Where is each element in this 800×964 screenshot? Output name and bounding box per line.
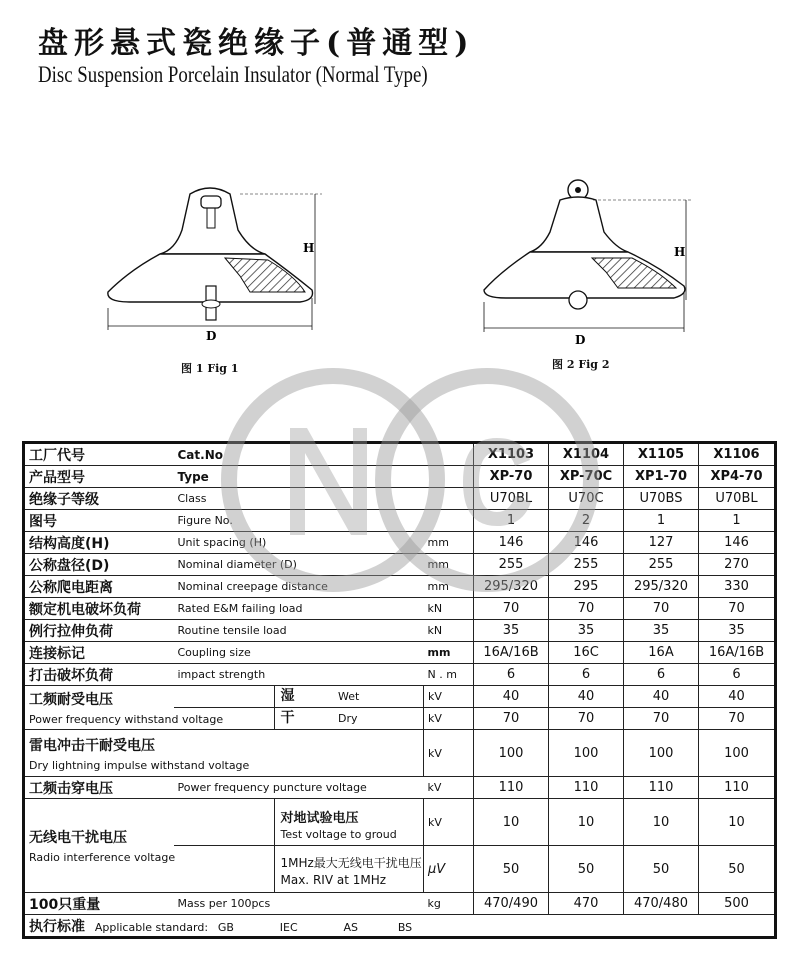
cell-value: 295 [549,576,624,598]
cell-value: 100 [474,730,549,777]
cell-value: 2 [549,510,624,532]
cell-value: 100 [624,730,699,777]
row-unit [424,510,474,532]
cell-value: 146 [699,532,776,554]
cell-value: 70 [699,598,776,620]
row-label-en: Nominal creepage distance [174,576,424,598]
cell-value: 35 [474,620,549,642]
cell-value: X1105 [624,443,699,466]
row-unit: N . m [424,664,474,686]
cell-value: 470 [549,893,624,915]
figure-1-height-label: H [303,241,315,255]
cell-value: 50 [699,846,776,893]
cell-value: 110 [474,777,549,799]
row-height [24,532,776,554]
figure-1-drawing [100,180,330,350]
row-label-en: Cat.No [174,443,424,466]
cell-value: 127 [624,532,699,554]
pf-dry-label: 干 Dry [174,708,424,730]
row-coupling [24,642,776,664]
row-unit: μV [424,846,474,893]
radio-test-label: 对地试验电压 Test voltage to groud [174,799,424,846]
row-label-en: Class [174,488,424,510]
cell-value: 146 [549,532,624,554]
cell-value: X1104 [549,443,624,466]
cell-value: 100 [699,730,776,777]
row-label-cn: 例行拉伸负荷 [24,620,174,642]
cell-value: 330 [699,576,776,598]
cell-value: 470/480 [624,893,699,915]
cell-value: 10 [624,799,699,846]
pf-withstand-label: 工频耐受电压 Power frequency withstand voltage [24,686,174,730]
cell-value: 110 [699,777,776,799]
cell-value: 100 [549,730,624,777]
cell-value: 110 [549,777,624,799]
row-class [24,488,776,510]
cell-value: 10 [474,799,549,846]
cell-value: 50 [474,846,549,893]
row-unit: mm [424,576,474,598]
row-label-cn: 100只重量 [24,893,174,915]
row-figure [24,510,776,532]
cell-value: 50 [624,846,699,893]
row-failing-load [24,598,776,620]
figure-2-drawing [478,172,698,347]
cell-value: X1103 [474,443,549,466]
cell-value: 70 [699,708,776,730]
cell-value: 295/320 [474,576,549,598]
row-unit: kN [424,620,474,642]
cell-value: 16A/16B [474,642,549,664]
row-unit [424,488,474,510]
cell-value: 70 [624,598,699,620]
cell-value: 35 [699,620,776,642]
cell-value: XP-70 [474,466,549,488]
row-diameter [24,554,776,576]
standard-item: BS [397,920,413,934]
row-pf-withstand-wet [24,686,776,708]
row-unit: mm [424,532,474,554]
row-unit [424,443,474,466]
cell-value: 40 [549,686,624,708]
cell-value: 6 [624,664,699,686]
row-type [24,466,776,488]
row-impulse [24,730,776,777]
cell-value: U70BL [474,488,549,510]
row-label-en: Mass per 100pcs [174,893,424,915]
row-label-cn: 连接标记 [24,642,174,664]
row-creepage [24,576,776,598]
row-cat-no [24,443,776,466]
row-label-en: Figure No. [174,510,424,532]
pf-wet-label: 湿 Wet [174,686,424,708]
row-label-en: impact strength [174,664,424,686]
row-unit: kV [424,799,474,846]
row-tensile-load [24,620,776,642]
standard-item: GB [217,920,234,934]
row-label-cn: 工频击穿电压 [24,777,174,799]
row-unit: kN [424,598,474,620]
row-unit: kg [424,893,474,915]
row-label-cn: 工厂代号 [24,443,174,466]
row-unit: mm [424,642,474,664]
impulse-label: 雷电冲击干耐受电压 Dry lightning impulse withstand voltage [24,730,424,777]
cell-value: 70 [474,598,549,620]
radio-riv-label: 1MHz最大无线电干扰电压 Max. RIV at 1MHz [174,846,424,893]
cell-value: 35 [549,620,624,642]
cell-value: 10 [549,799,624,846]
row-label-en: Coupling size [174,642,424,664]
cell-value: 70 [549,598,624,620]
cell-value: 255 [624,554,699,576]
cell-value: 110 [624,777,699,799]
row-unit: kV [424,730,474,777]
cell-value: 1 [474,510,549,532]
cell-value: 70 [549,708,624,730]
row-label-cn: 额定机电破坏负荷 [24,598,174,620]
cell-value: XP4-70 [699,466,776,488]
cell-value: U70C [549,488,624,510]
standard-item: IEC [279,920,298,934]
cell-value: 50 [549,846,624,893]
cell-value: 1 [624,510,699,532]
cell-value: 6 [549,664,624,686]
standards-cell: 执行标准 Applicable standard: GB IEC AS BS [24,915,776,938]
standard-item: AS [343,920,358,934]
title-english: Disc Suspension Porcelain Insulator (Normal Type) [38,62,428,87]
cell-value: XP-70C [549,466,624,488]
cell-value: U70BL [699,488,776,510]
figure-1-caption: 图 1 Fig 1 [181,362,239,375]
cell-value: 1 [699,510,776,532]
row-puncture [24,777,776,799]
row-label-en: Type [174,466,424,488]
cell-value: 270 [699,554,776,576]
cell-value: 16A/16B [699,642,776,664]
row-label-en: Unit spacing (H) [174,532,424,554]
cell-value: U70BS [624,488,699,510]
cell-value: 35 [624,620,699,642]
cell-value: 40 [699,686,776,708]
row-unit [424,466,474,488]
row-label-cn: 公称盘径(D) [24,554,174,576]
cell-value: 6 [474,664,549,686]
figure-1-diameter-label: D [206,329,217,343]
row-impact [24,664,776,686]
row-standards [24,915,776,938]
title-chinese: 盘形悬式瓷绝缘子(普通型) [38,26,475,61]
row-label-cn: 绝缘子等级 [24,488,174,510]
cell-value: 16A [624,642,699,664]
figure-2-diameter-label: D [575,333,586,347]
row-label-en: Power frequency puncture voltage [174,777,424,799]
cell-value: 255 [474,554,549,576]
row-label-cn: 结构高度(H) [24,532,174,554]
row-unit: kV [424,777,474,799]
cell-value: 16C [549,642,624,664]
row-label-en: Nominal diameter (D) [174,554,424,576]
cell-value: 6 [699,664,776,686]
cell-value: 470/490 [474,893,549,915]
row-label-cn: 打击破坏负荷 [24,664,174,686]
row-unit: kV [424,708,474,730]
cell-value: 40 [624,686,699,708]
row-label-cn: 产品型号 [24,466,174,488]
cell-value: XP1-70 [624,466,699,488]
row-label-cn: 公称爬电距离 [24,576,174,598]
cell-value: 500 [699,893,776,915]
cell-value: 146 [474,532,549,554]
row-label-en: Rated E&M failing load [174,598,424,620]
row-label-en: Routine tensile load [174,620,424,642]
row-label-cn: 图号 [24,510,174,532]
cell-value: 40 [474,686,549,708]
cell-value: 10 [699,799,776,846]
row-unit: kV [424,686,474,708]
spec-table [22,441,777,939]
row-unit: mm [424,554,474,576]
cell-value: 255 [549,554,624,576]
cell-value: 70 [624,708,699,730]
cell-value: X1106 [699,443,776,466]
cell-value: 70 [474,708,549,730]
row-mass [24,893,776,915]
figure-2-caption: 图 2 Fig 2 [552,358,610,371]
row-radio-test [24,799,776,846]
figure-2-height-label: H [674,245,686,259]
radio-label: 无线电干扰电压 Radio interference voltage [24,799,174,893]
cell-value: 295/320 [624,576,699,598]
